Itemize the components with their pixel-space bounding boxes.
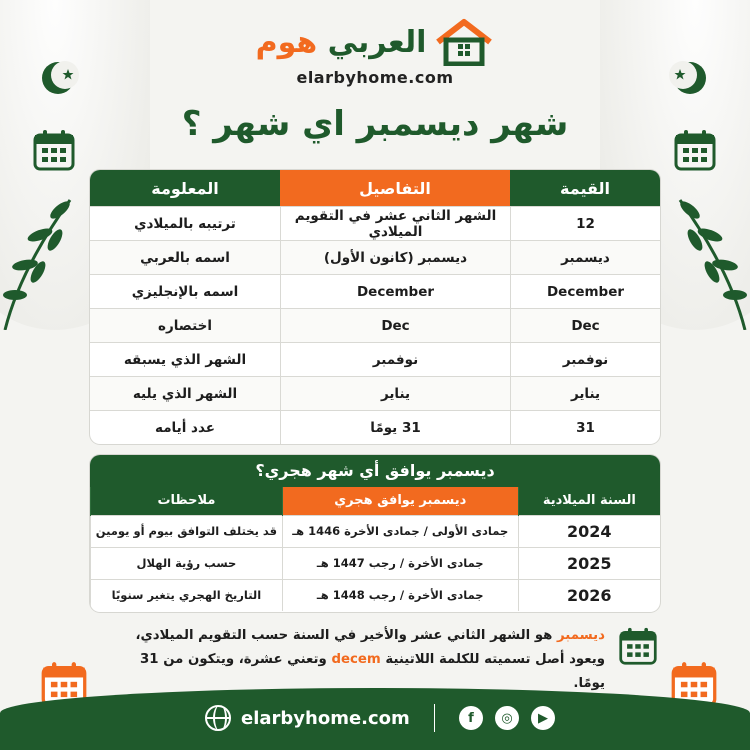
house-logo-icon [434, 18, 494, 66]
header-hijri: ديسمبر يوافق هجري [282, 487, 518, 515]
cell-info: ترتيبه بالميلادي [90, 206, 280, 240]
cell-hijri: جمادى الأولى / جمادى الأخرة 1446 هـ [282, 515, 518, 547]
table-row [90, 274, 660, 308]
cell-info: الشهر الذي يسبقه [90, 342, 280, 376]
header-value: القيمة [510, 170, 660, 206]
cell-details: December [280, 274, 510, 308]
cell-value: 12 [510, 206, 660, 240]
description-line-1-rest: هو الشهر الثاني عشر والأخير في السنة حسب التقويم الميلادي، [135, 628, 558, 643]
header-info: المعلومة [90, 170, 280, 206]
cell-details: Dec [280, 308, 510, 342]
footer-website-link[interactable] [205, 705, 410, 731]
hijri-title: ديسمبر يوافق أي شهر هجري؟ [90, 455, 660, 487]
month-info-table [90, 170, 660, 444]
description-line-2-start: ويعود أصل تسميته للكلمة اللاتينية [380, 652, 605, 667]
table-row [90, 308, 660, 342]
cell-info: اسمه بالعربي [90, 240, 280, 274]
highlight-december: ديسمبر [557, 628, 605, 643]
cell-info: اسمه بالإنجليزي [90, 274, 280, 308]
olive-branch-left [0, 180, 85, 330]
cell-details: ديسمبر (كانون الأول) [280, 240, 510, 274]
cell-info: اختصاره [90, 308, 280, 342]
header-notes: ملاحظات [91, 487, 283, 515]
table-row [90, 240, 660, 274]
table-row [91, 579, 661, 611]
instagram-icon[interactable]: ◎ [495, 706, 519, 730]
brand-name-part2: هوم [255, 24, 318, 60]
cell-info: عدد أيامه [90, 410, 280, 444]
cell-year: 2024 [518, 515, 660, 547]
brand-name-part1: العربي [327, 24, 427, 60]
footer-url-text: elarbyhome.com [241, 707, 410, 729]
table-header-row [90, 170, 660, 206]
cell-value: Dec [510, 308, 660, 342]
hijri-table [90, 487, 660, 611]
header-details: التفاصيل [280, 170, 510, 206]
description-line-2-end: وتعني عشرة، ويتكون من 31 يومًا. [140, 652, 605, 691]
cell-details: يناير [280, 376, 510, 410]
table-row [91, 547, 661, 579]
table-row [90, 376, 660, 410]
cell-details: الشهر الثاني عشر في التقويم الميلادي [280, 206, 510, 240]
brand-logo [0, 18, 750, 87]
cell-details: نوفمبر [280, 342, 510, 376]
header-year: السنة الميلادية [518, 487, 660, 515]
calendar-icon [618, 626, 658, 666]
cell-notes: حسب رؤية الهلال [91, 547, 283, 579]
cell-value: ديسمبر [510, 240, 660, 274]
brand-name [256, 25, 427, 60]
cell-notes: التاريخ الهجري يتغير سنويًا [91, 579, 283, 611]
globe-icon [205, 705, 231, 731]
social-links [459, 706, 555, 730]
cell-info: الشهر الذي يليه [90, 376, 280, 410]
table-row [90, 206, 660, 240]
page-title: شهر ديسمبر اي شهر ؟ [181, 104, 569, 144]
highlight-decem: decem [331, 652, 381, 667]
olive-branch-right [665, 180, 750, 330]
youtube-icon[interactable]: ▶ [531, 706, 555, 730]
cell-year: 2025 [518, 547, 660, 579]
footer-divider [434, 704, 435, 732]
cell-value: يناير [510, 376, 660, 410]
hijri-header-row [91, 487, 661, 515]
cell-value: نوفمبر [510, 342, 660, 376]
table-row [90, 410, 660, 444]
cell-notes: قد يختلف التوافق بيوم أو يومين [91, 515, 283, 547]
cell-year: 2026 [518, 579, 660, 611]
table-row [91, 515, 661, 547]
description-text [115, 624, 605, 696]
table-row [90, 342, 660, 376]
hijri-section [90, 455, 660, 612]
facebook-icon[interactable]: f [459, 706, 483, 730]
brand-url: elarbyhome.com [296, 68, 454, 87]
cell-hijri: جمادى الأخرة / رجب 1447 هـ [282, 547, 518, 579]
footer-bar [195, 700, 565, 736]
cell-hijri: جمادى الأخرة / رجب 1448 هـ [282, 579, 518, 611]
description-line-1 [115, 624, 605, 648]
cell-value: 31 [510, 410, 660, 444]
cell-details: 31 يومًا [280, 410, 510, 444]
cell-value: December [510, 274, 660, 308]
